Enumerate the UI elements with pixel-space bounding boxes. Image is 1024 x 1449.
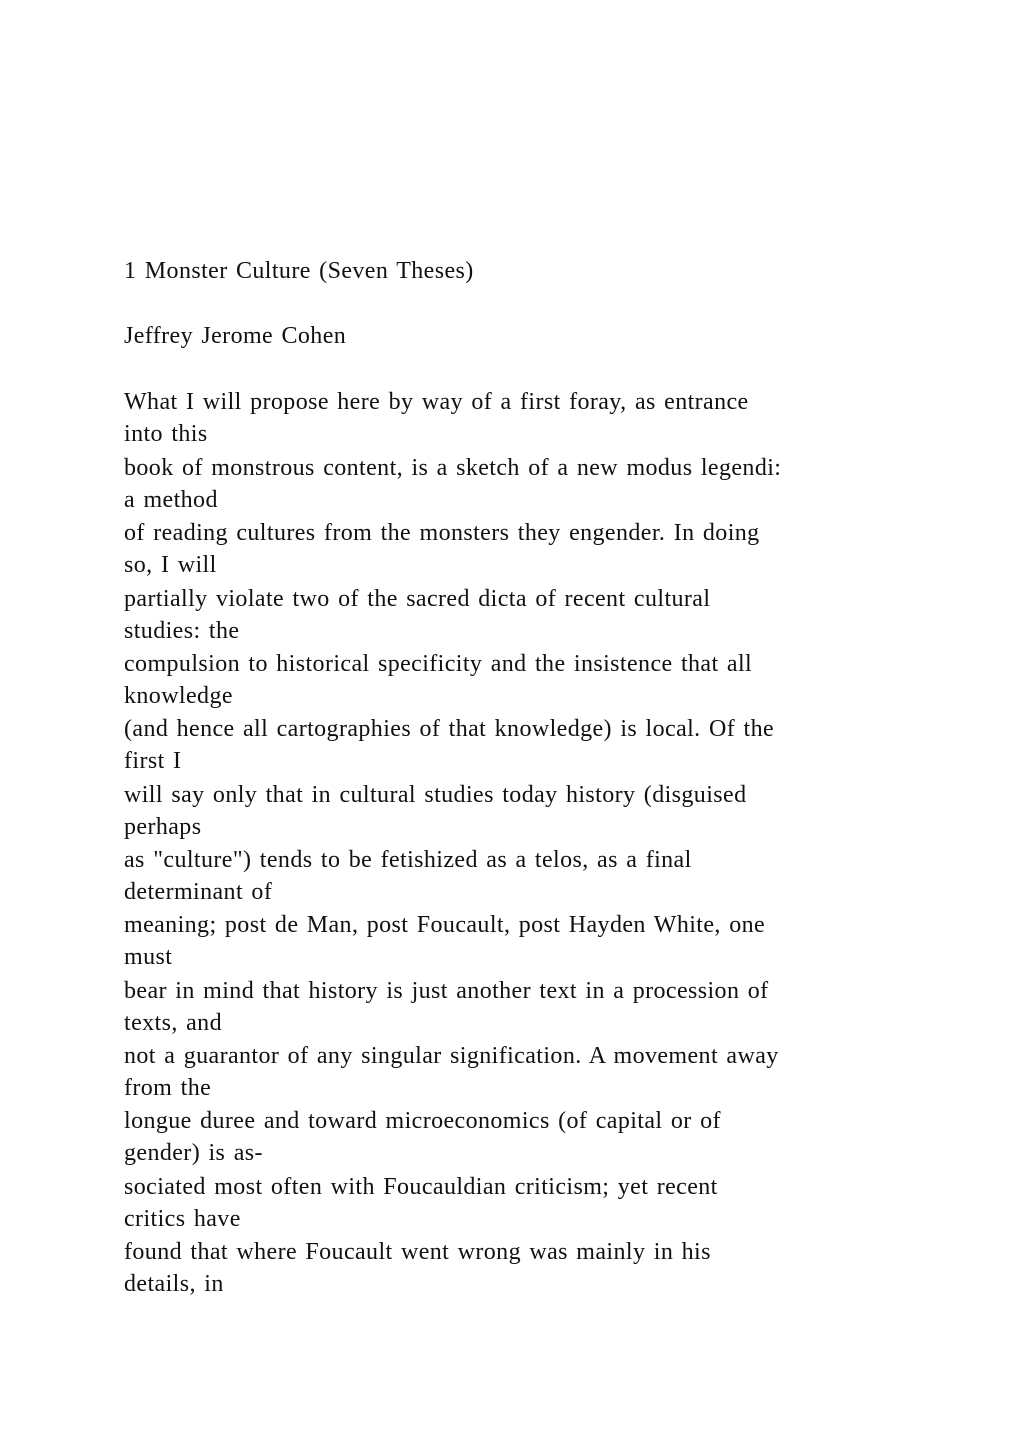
body-line: (and hence all cartographies of that knowledge) is local. Of the (124, 716, 775, 742)
body-line: must (124, 944, 173, 970)
body-line: determinant of (124, 879, 273, 905)
body-line: of reading cultures from the monsters they engender. In doing (124, 520, 760, 546)
body-line: first I (124, 748, 182, 774)
body-line: found that where Foucault went wrong was mainly in his (124, 1239, 711, 1265)
body-line: into this (124, 421, 208, 447)
body-line: so, I will (124, 552, 217, 578)
body-line: will say only that in cultural studies today history (disguised (124, 782, 747, 808)
body-line: knowledge (124, 683, 233, 709)
body-line: details, in (124, 1271, 224, 1297)
body-line: studies: the (124, 618, 240, 644)
body-line: texts, and (124, 1010, 222, 1036)
document-title: 1 Monster Culture (Seven Theses) (124, 258, 474, 284)
body-line: book of monstrous content, is a sketch of a new modus legendi: (124, 455, 782, 481)
body-line: What I will propose here by way of a first foray, as entrance (124, 389, 749, 415)
body-line: longue duree and toward microeconomics (of capital or of (124, 1108, 721, 1134)
body-line: meaning; post de Man, post Foucault, post Hayden White, one (124, 912, 766, 938)
body-line: not a guarantor of any singular signification. A movement away (124, 1043, 779, 1069)
body-line: compulsion to historical specificity and the insistence that all (124, 651, 753, 677)
body-line: a method (124, 487, 218, 513)
body-line: bear in mind that history is just another text in a procession of (124, 978, 769, 1004)
body-line: as "culture") tends to be fetishized as a telos, as a final (124, 847, 692, 873)
body-line: partially violate two of the sacred dicta of recent cultural (124, 586, 711, 612)
document-author: Jeffrey Jerome Cohen (124, 323, 347, 349)
body-line: gender) is as- (124, 1140, 263, 1166)
body-line: from the (124, 1075, 212, 1101)
body-line: sociated most often with Foucauldian criticism; yet recent (124, 1174, 718, 1200)
body-line: critics have (124, 1206, 241, 1232)
body-line: perhaps (124, 814, 202, 840)
